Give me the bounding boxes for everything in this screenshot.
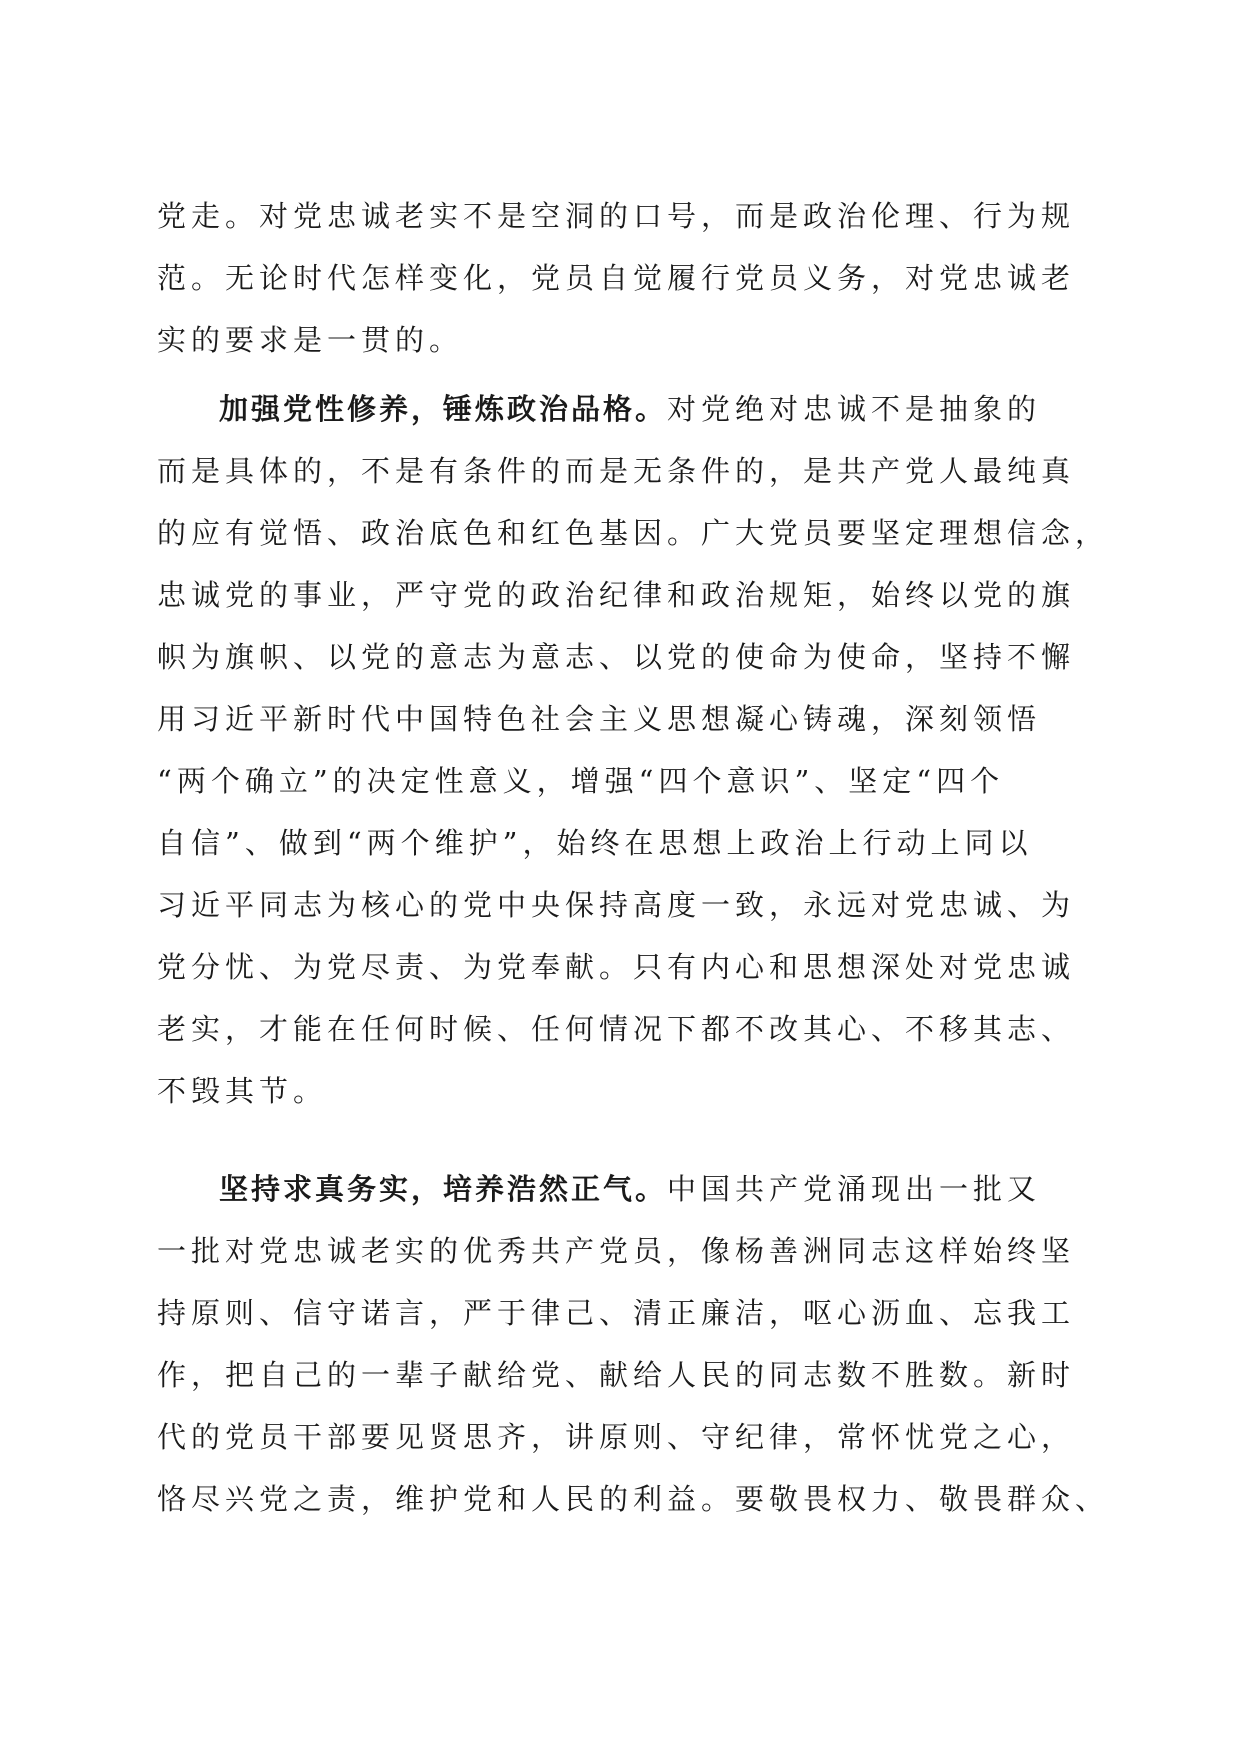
paragraph-2-line-1	[157, 378, 1087, 440]
paragraph-3	[157, 1158, 1110, 1530]
paragraph-2-line-9: 习近平同志为核心的党中央保持高度一致，永远对党忠诚、为	[157, 888, 1076, 922]
paragraph-3-first-line-rest: 中国共产党涌现出一批又	[667, 1172, 1042, 1206]
paragraph-2	[157, 378, 1110, 1122]
paragraph-2-line-8: 自信”、做到“两个维护”，始终在思想上政治上行动上同以	[157, 826, 1033, 860]
paragraph-2-first-line-rest: 对党绝对忠诚不是抽象的	[667, 392, 1042, 426]
paragraph-3-line-4: 作，把自己的一辈子献给党、献给人民的同志数不胜数。新时	[157, 1358, 1076, 1392]
paragraph-2-line-3: 的应有觉悟、政治底色和红色基因。广大党员要坚定理想信念，	[157, 516, 1110, 550]
paragraph-2-line-11: 老实，才能在任何时候、任何情况下都不改其心、不移其志、	[157, 1012, 1076, 1046]
paragraph-2-line-12: 不毁其节。	[157, 1074, 328, 1108]
paragraph-3-line-3: 持原则、信守诺言，严于律己、清正廉洁，呕心沥血、忘我工	[157, 1296, 1076, 1330]
paragraph-3-line-2: 一批对党忠诚老实的优秀共产党员，像杨善洲同志这样始终坚	[157, 1234, 1076, 1268]
paragraph-2-line-2: 而是具体的，不是有条件的而是无条件的，是共产党人最纯真	[157, 454, 1076, 488]
paragraph-3-line-5: 代的党员干部要见贤思齐，讲原则、守纪律，常怀忧党之心，	[157, 1420, 1076, 1454]
paragraph-2-line-4: 忠诚党的事业，严守党的政治纪律和政治规矩，始终以党的旗	[157, 578, 1076, 612]
paragraph-1	[157, 185, 1087, 371]
paragraph-3-line-1	[157, 1158, 1087, 1220]
paragraph-3-heading: 坚持求真务实，培养浩然正气。	[219, 1172, 668, 1206]
paragraph-2-line-7: “两个确立”的决定性意义，增强“四个意识”、坚定“四个	[157, 764, 1005, 798]
paragraph-1-line-3: 实的要求是一贯的。	[157, 323, 464, 357]
paragraph-1-line-2: 范。无论时代怎样变化，党员自觉履行党员义务，对党忠诚老	[157, 261, 1076, 295]
paragraph-3-line-6: 恪尽兴党之责，维护党和人民的利益。要敬畏权力、敬畏群众、	[157, 1482, 1110, 1516]
paragraph-2-line-10: 党分忧、为党尽责、为党奉献。只有内心和思想深处对党忠诚	[157, 950, 1076, 984]
paragraph-2-heading: 加强党性修养，锤炼政治品格。	[219, 392, 668, 426]
paragraph-2-line-5: 帜为旗帜、以党的意志为意志、以党的使命为使命，坚持不懈	[157, 640, 1076, 674]
paragraph-2-line-6: 用习近平新时代中国特色社会主义思想凝心铸魂，深刻领悟	[157, 702, 1042, 736]
paragraph-1-line-1: 党走。对党忠诚老实不是空洞的口号，而是政治伦理、行为规	[157, 199, 1076, 233]
